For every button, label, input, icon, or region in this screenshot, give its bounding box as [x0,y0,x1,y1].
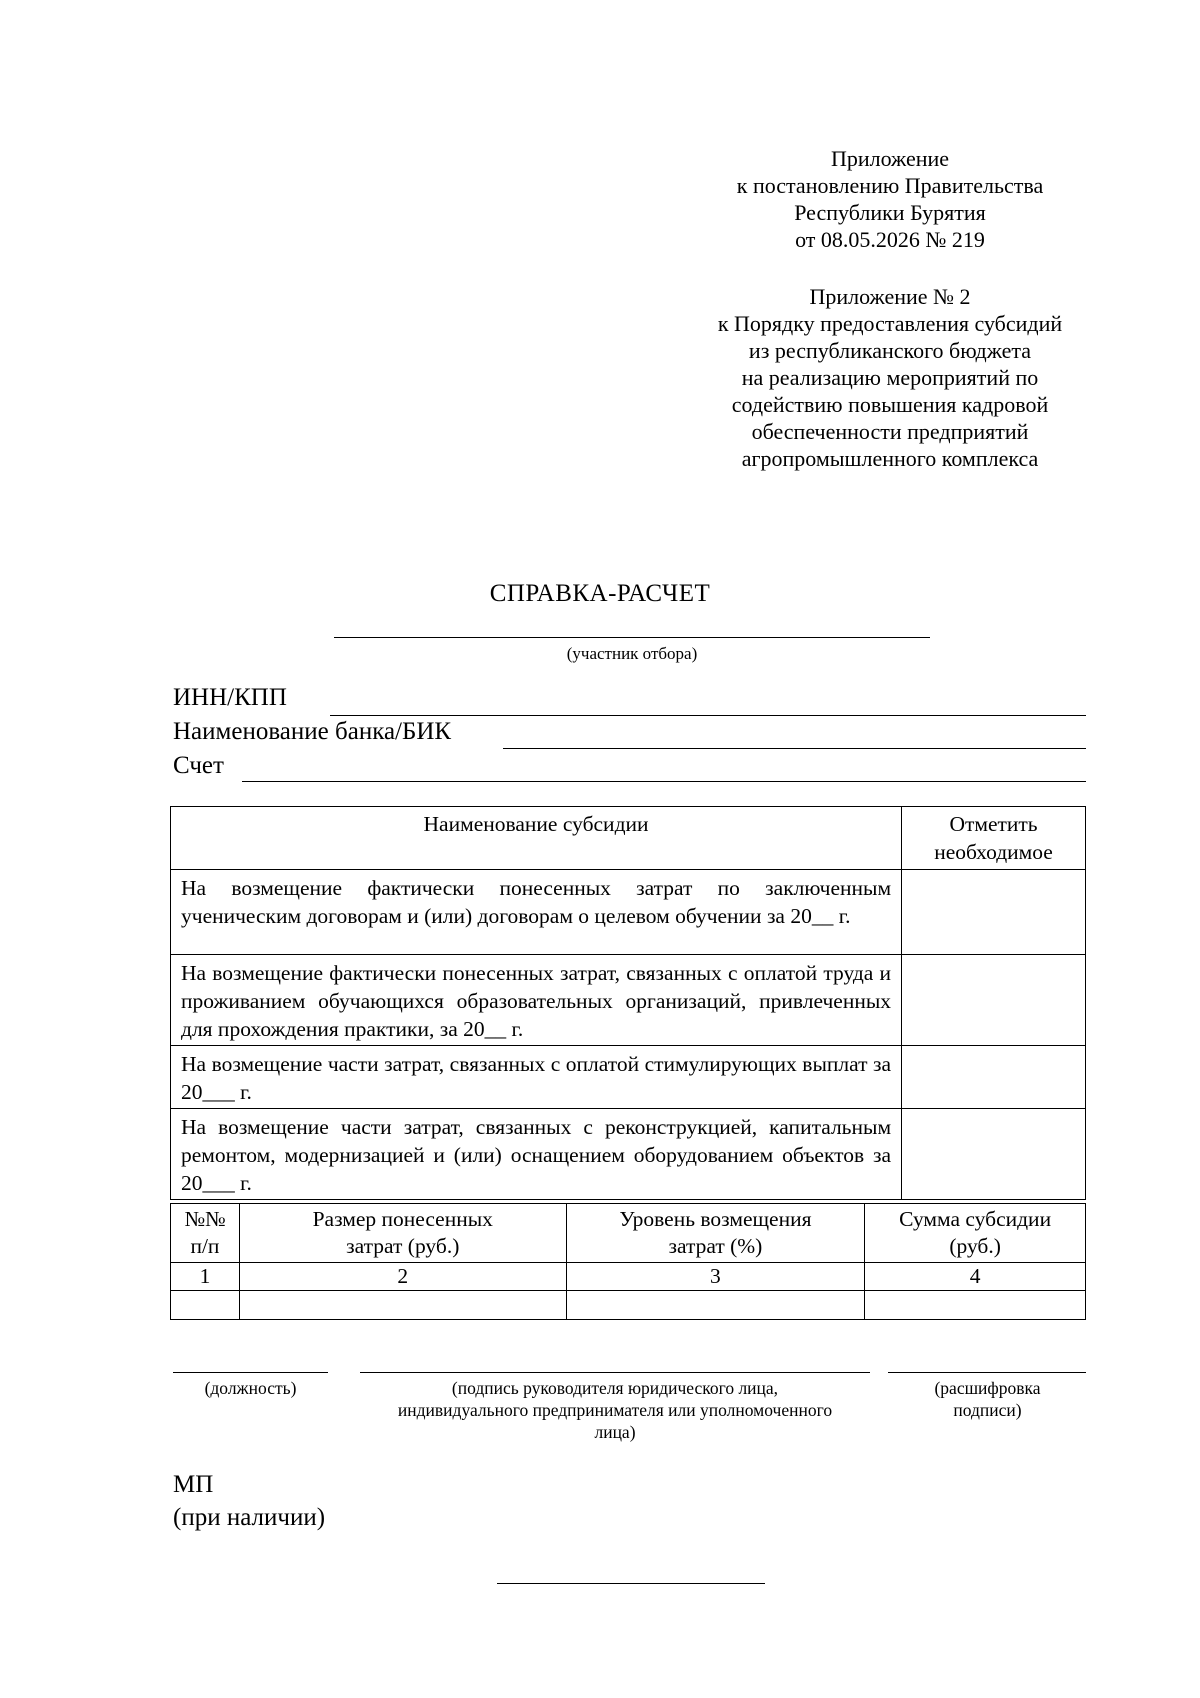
stamp-label: МП [173,1471,214,1498]
header-subsidy-name: Наименование субсидии [171,807,902,870]
column-number: 3 [566,1263,865,1291]
decoding-line[interactable] [888,1372,1086,1373]
subsidy-description: На возмещение фактически понесенных затрат по заключенным ученическим договорам и (или) договорам о целевом обучении за 20__ г. [171,870,902,955]
decoding-caption: (расшифровка подписи) [934,1378,1041,1420]
appendix-2-line: на реализацию мероприятий по [741,365,1039,390]
stamp-note: (при наличии) [173,1504,326,1531]
bank-bik-line[interactable] [503,748,1086,749]
inn-kpp-label: ИНН/КПП [173,684,287,711]
appendix-1-line: Республики Бурятия [794,200,986,225]
header-mark-required: Отметить необходимое [902,807,1086,870]
table-row [171,1291,1086,1320]
header-reimbursement-level: Уровень возмещения затрат (%) [566,1204,865,1263]
appendix-1-line: от 08.05.2026 № 219 [795,227,985,252]
inn-kpp-line[interactable] [330,715,1086,716]
table-row [171,1109,1086,1200]
input-cell-sum[interactable] [865,1291,1086,1320]
appendix-1-line: Приложение [830,146,950,171]
header-costs: Размер понесенных затрат (руб.) [239,1204,566,1263]
appendix-2-line: обеспеченности предприятий [751,419,1029,444]
mark-cell[interactable] [902,955,1086,1046]
appendix-1-line: к постановлению Правительства [736,173,1044,198]
account-line[interactable] [242,781,1086,782]
position-caption: (должность) [204,1378,297,1398]
mark-cell[interactable] [902,1109,1086,1200]
mark-cell[interactable] [902,1046,1086,1109]
table-row [171,955,1086,1046]
position-line[interactable] [173,1372,328,1373]
table-row [171,870,1086,955]
column-number: 2 [239,1263,566,1291]
appendix-2-line: содействию повышения кадровой [731,392,1049,417]
subsidy-description: На возмещение части затрат, связанных с реконструкцией, капитальным ремонтом, модернизацией и (или) оснащением оборудованием объектов за 20___ г. [171,1109,902,1200]
document-title: СПРАВКА-РАСЧЕТ [489,580,711,607]
input-cell-level[interactable] [566,1291,865,1320]
participant-caption: (участник отбора) [566,644,698,663]
calculation-table [170,1203,1086,1320]
subsidy-description: На возмещение фактически понесенных затрат, связанных с оплатой труда и проживанием обучающихся образовательных организаций, привлеченных для прохождения практики, за 20__ г. [171,955,902,1046]
column-number: 4 [865,1263,1086,1291]
signature-caption: (подпись руководителя юридического лица, индивидуального предпринимателя или уполномоченного лица) [397,1378,833,1442]
subsidy-table [170,806,1086,1200]
calc-table-numbering-row [171,1263,1086,1291]
signature-line[interactable] [360,1372,870,1373]
appendix-1-block [690,145,1090,253]
bottom-divider [497,1583,765,1584]
appendix-2-line: Приложение № 2 [809,284,971,309]
appendix-2-line: агропромышленного комплекса [741,446,1039,471]
header-subsidy-sum: Сумма субсидии (руб.) [865,1204,1086,1263]
input-cell-number[interactable] [171,1291,240,1320]
calc-table-header [171,1204,1086,1263]
table-row [171,1046,1086,1109]
header-number: №№ п/п [171,1204,240,1263]
column-number: 1 [171,1263,240,1291]
subsidy-description: На возмещение части затрат, связанных с оплатой стимулирующих выплат за 20___ г. [171,1046,902,1109]
account-label: Счет [173,752,224,779]
appendix-2-line: из республиканского бюджета [748,338,1032,363]
appendix-2-block [690,283,1090,472]
bank-bik-label: Наименование банка/БИК [173,718,452,745]
appendix-2-line: к Порядку предоставления субсидий [717,311,1063,336]
mark-cell[interactable] [902,870,1086,955]
input-cell-costs[interactable] [239,1291,566,1320]
participant-line[interactable] [334,637,930,638]
subsidy-table-header [171,807,1086,870]
